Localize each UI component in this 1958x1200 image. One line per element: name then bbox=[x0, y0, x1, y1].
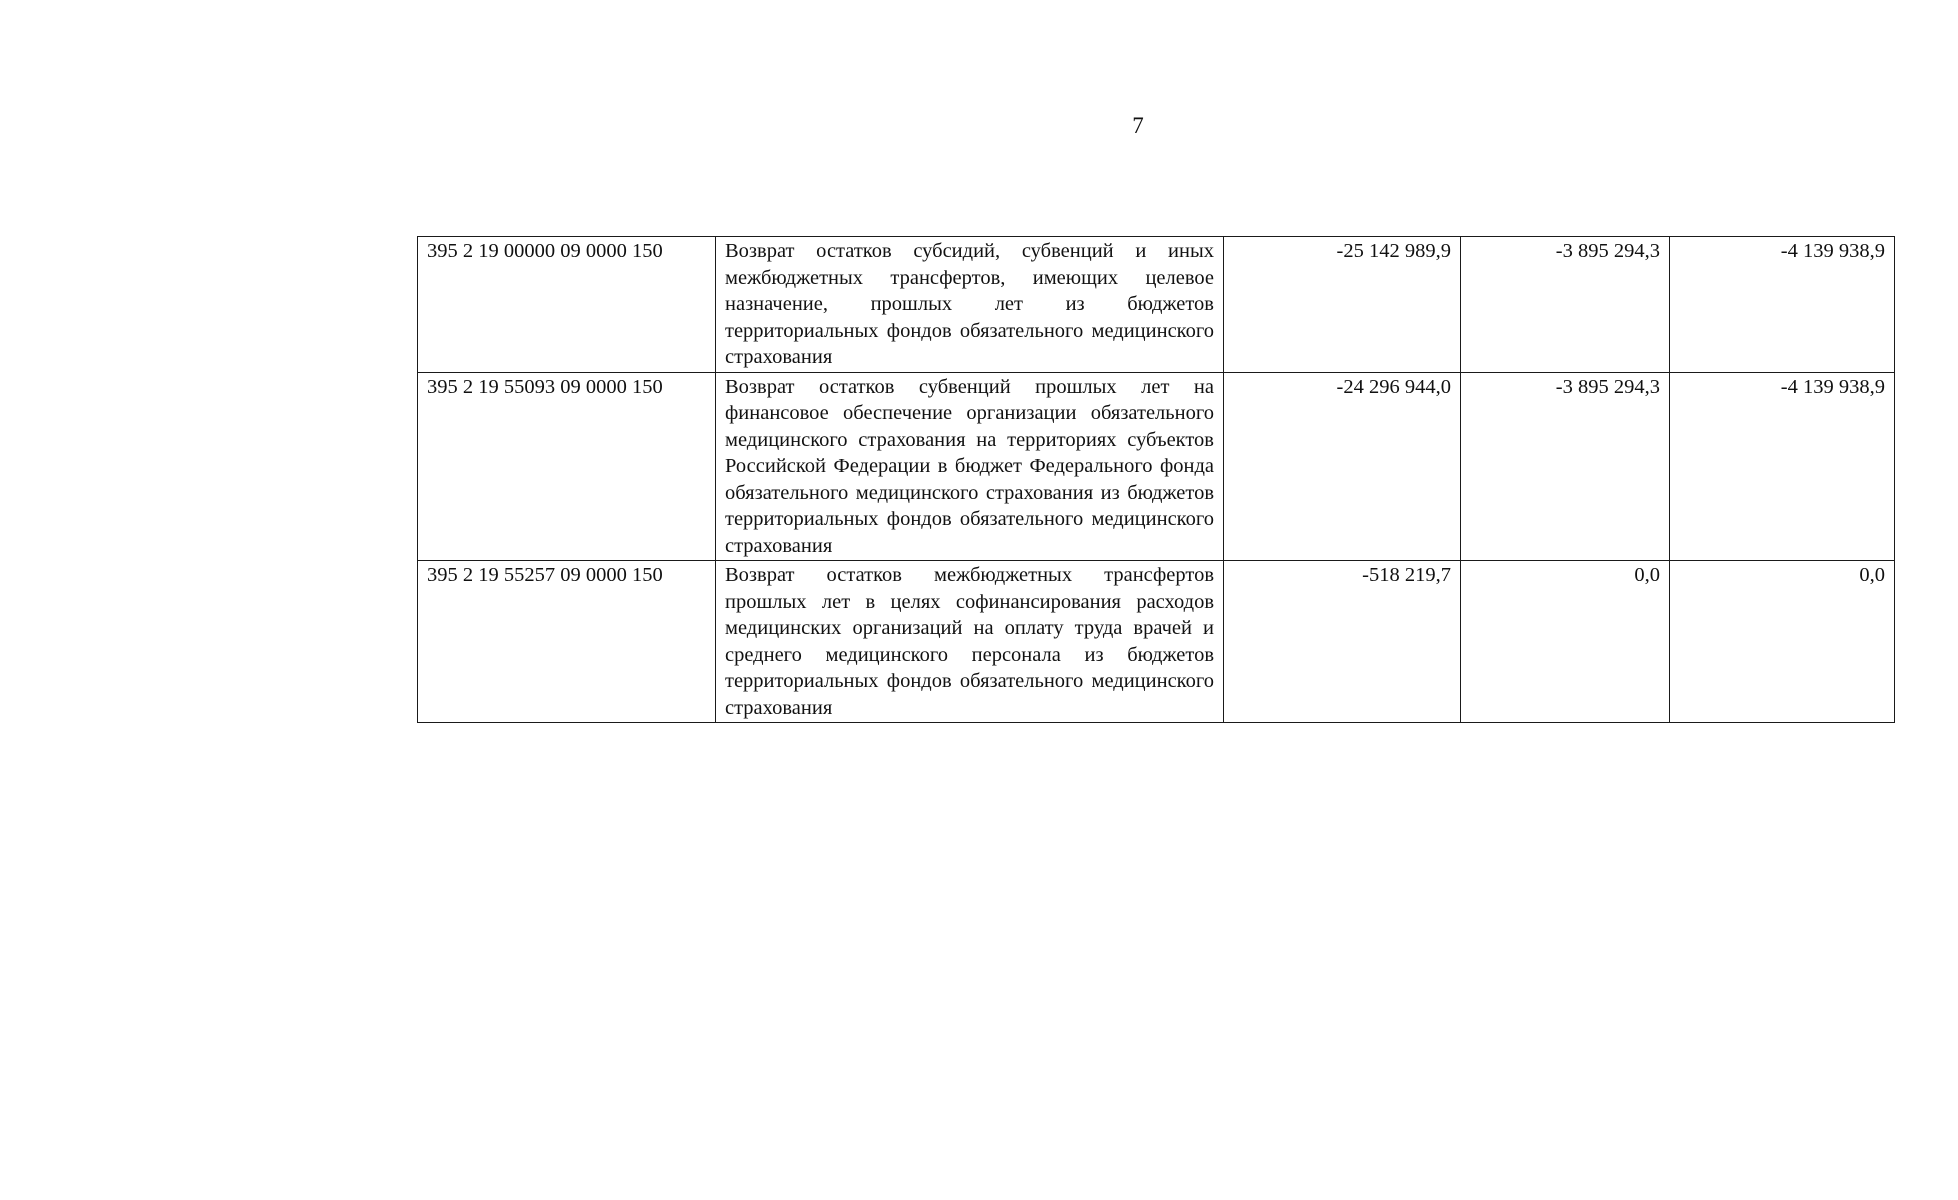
value-2-cell: -3 895 294,3 bbox=[1461, 237, 1670, 373]
budget-code-cell: 395 2 19 00000 09 0000 150 bbox=[418, 237, 716, 373]
item-name-cell: Возврат остатков межбюджетных трансфертов прошлых лет в целях софинансирования расходов медицинских организаций на оплату труда врачей и среднего медицинского персонала из бюджетов территориальных фондов обязательного медицинского страхования bbox=[716, 561, 1224, 723]
item-name-cell: Возврат остатков субсидий, субвенций и иных межбюджетных трансфертов, имеющих целевое назначение, прошлых лет из бюджетов территориальных фондов обязательного медицинского страхования bbox=[716, 237, 1224, 373]
item-name-cell: Возврат остатков субвенций прошлых лет на финансовое обеспечение организации обязательного медицинского страхования на территориях субъектов Российской Федерации в бюджет Федерального фонда обязательного медицинского страхования из бюджетов территориальных фондов обязательного медицинского страхования bbox=[716, 372, 1224, 561]
value-3-cell: -4 139 938,9 bbox=[1670, 237, 1895, 373]
value-1-cell: -25 142 989,9 bbox=[1224, 237, 1461, 373]
value-3-cell: -4 139 938,9 bbox=[1670, 372, 1895, 561]
budget-table bbox=[417, 236, 1895, 723]
value-3-cell: 0,0 bbox=[1670, 561, 1895, 723]
budget-code-cell: 395 2 19 55257 09 0000 150 bbox=[418, 561, 716, 723]
table-row bbox=[418, 372, 1895, 561]
value-1-cell: -24 296 944,0 bbox=[1224, 372, 1461, 561]
table-row bbox=[418, 237, 1895, 373]
value-2-cell: 0,0 bbox=[1461, 561, 1670, 723]
budget-code-cell: 395 2 19 55093 09 0000 150 bbox=[418, 372, 716, 561]
table-row bbox=[418, 561, 1895, 723]
value-2-cell: -3 895 294,3 bbox=[1461, 372, 1670, 561]
value-1-cell: -518 219,7 bbox=[1224, 561, 1461, 723]
page-number: 7 bbox=[1132, 113, 1144, 138]
